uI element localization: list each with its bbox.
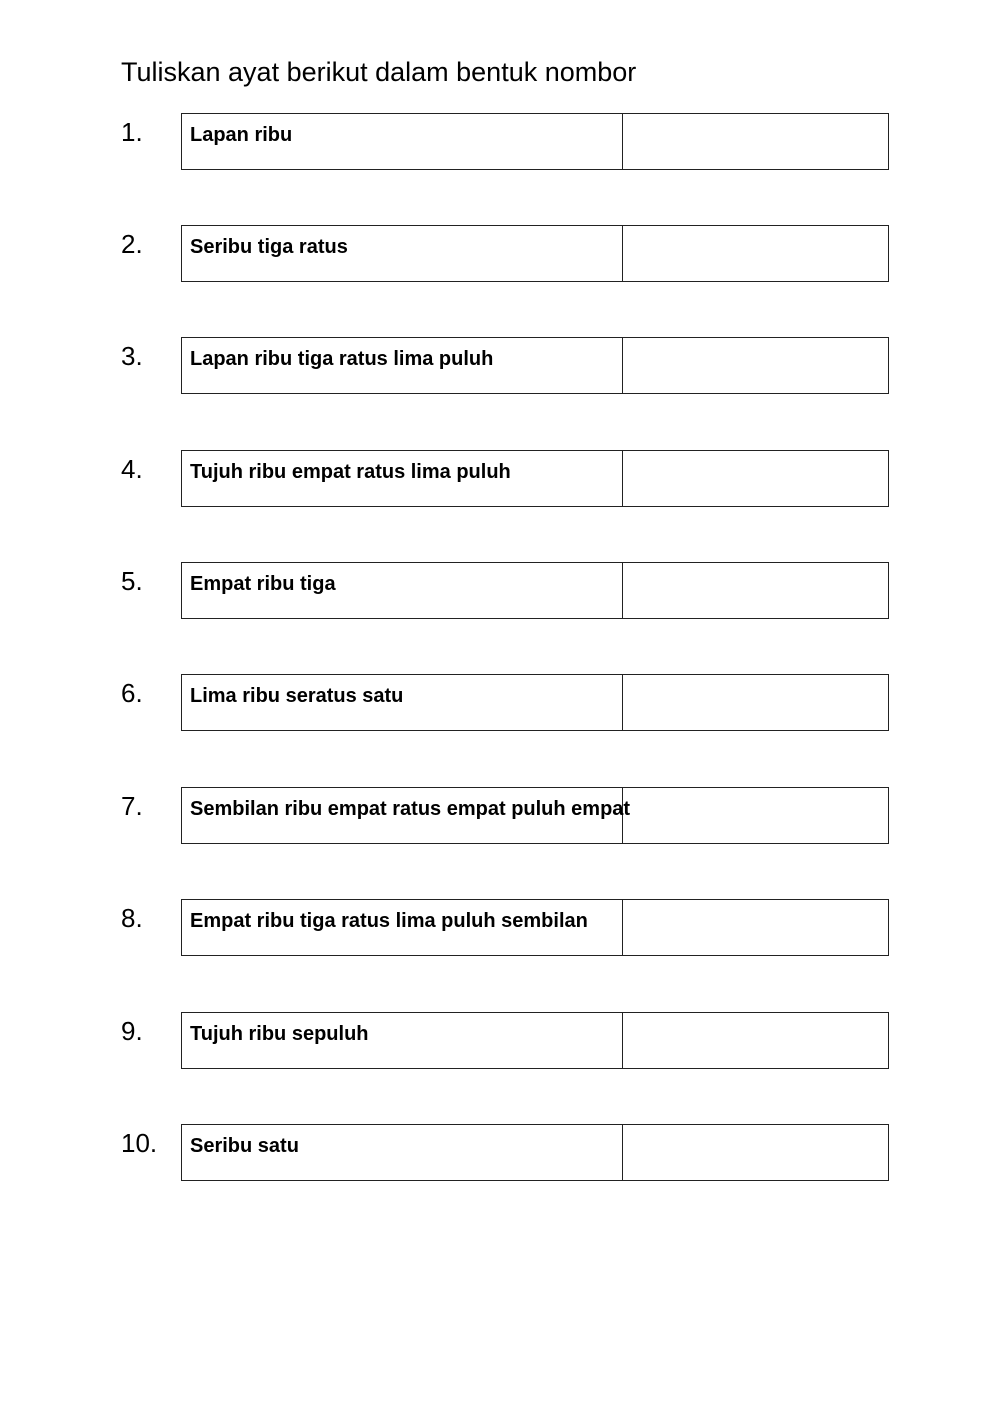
answer-field[interactable] xyxy=(623,226,888,281)
worksheet-title: Tuliskan ayat berikut dalam bentuk nombor xyxy=(121,57,637,87)
question-box xyxy=(181,562,889,619)
question-row xyxy=(0,1012,1000,1069)
question-phrase-cell xyxy=(182,451,623,506)
question-number: 4. xyxy=(121,454,143,484)
question-number: 5. xyxy=(121,566,143,596)
answer-field[interactable] xyxy=(623,114,888,169)
answer-field[interactable] xyxy=(623,1013,888,1068)
question-box xyxy=(181,113,889,170)
question-row xyxy=(0,113,1000,170)
question-phrase-cell xyxy=(182,675,623,730)
question-phrase-cell xyxy=(182,900,623,955)
question-row xyxy=(0,899,1000,956)
question-phrase-cell xyxy=(182,226,623,281)
question-box xyxy=(181,787,889,844)
question-number: 3. xyxy=(121,341,143,371)
question-number: 8. xyxy=(121,903,143,933)
question-phrase: Lima ribu seratus satu xyxy=(190,685,404,707)
question-box xyxy=(181,225,889,282)
question-phrase-cell xyxy=(182,338,623,393)
question-phrase: Seribu satu xyxy=(190,1135,299,1157)
question-row xyxy=(0,1124,1000,1181)
question-number: 9. xyxy=(121,1016,143,1046)
question-box xyxy=(181,337,889,394)
question-phrase-cell xyxy=(182,1125,623,1180)
question-number: 10. xyxy=(121,1128,158,1158)
question-phrase: Sembilan ribu empat ratus empat puluh empat xyxy=(190,798,631,820)
question-box xyxy=(181,1012,889,1069)
question-phrase: Lapan ribu xyxy=(190,124,293,146)
question-phrase-cell xyxy=(182,114,623,169)
question-row xyxy=(0,450,1000,507)
question-number: 2. xyxy=(121,229,143,259)
question-box xyxy=(181,674,889,731)
question-row xyxy=(0,337,1000,394)
question-phrase: Empat ribu tiga xyxy=(190,573,336,595)
answer-field[interactable] xyxy=(623,788,888,843)
question-phrase-cell xyxy=(182,788,631,843)
question-number: 7. xyxy=(121,791,143,821)
question-row xyxy=(0,674,1000,731)
answer-field[interactable] xyxy=(623,1125,888,1180)
question-number: 1. xyxy=(121,117,143,147)
question-box xyxy=(181,450,889,507)
question-row xyxy=(0,787,1000,844)
question-phrase: Tujuh ribu empat ratus lima puluh xyxy=(190,461,511,483)
question-row xyxy=(0,562,1000,619)
question-phrase: Empat ribu tiga ratus lima puluh sembilan xyxy=(190,910,588,932)
question-number: 6. xyxy=(121,678,143,708)
question-phrase: Lapan ribu tiga ratus lima puluh xyxy=(190,348,494,370)
question-box xyxy=(181,899,889,956)
answer-field[interactable] xyxy=(623,563,888,618)
question-phrase: Tujuh ribu sepuluh xyxy=(190,1023,369,1045)
question-phrase: Seribu tiga ratus xyxy=(190,236,348,258)
answer-field[interactable] xyxy=(623,338,888,393)
answer-field[interactable] xyxy=(623,451,888,506)
question-phrase-cell xyxy=(182,563,623,618)
question-box xyxy=(181,1124,889,1181)
question-phrase-cell xyxy=(182,1013,623,1068)
answer-field[interactable] xyxy=(623,675,888,730)
answer-field[interactable] xyxy=(623,900,888,955)
question-row xyxy=(0,225,1000,282)
